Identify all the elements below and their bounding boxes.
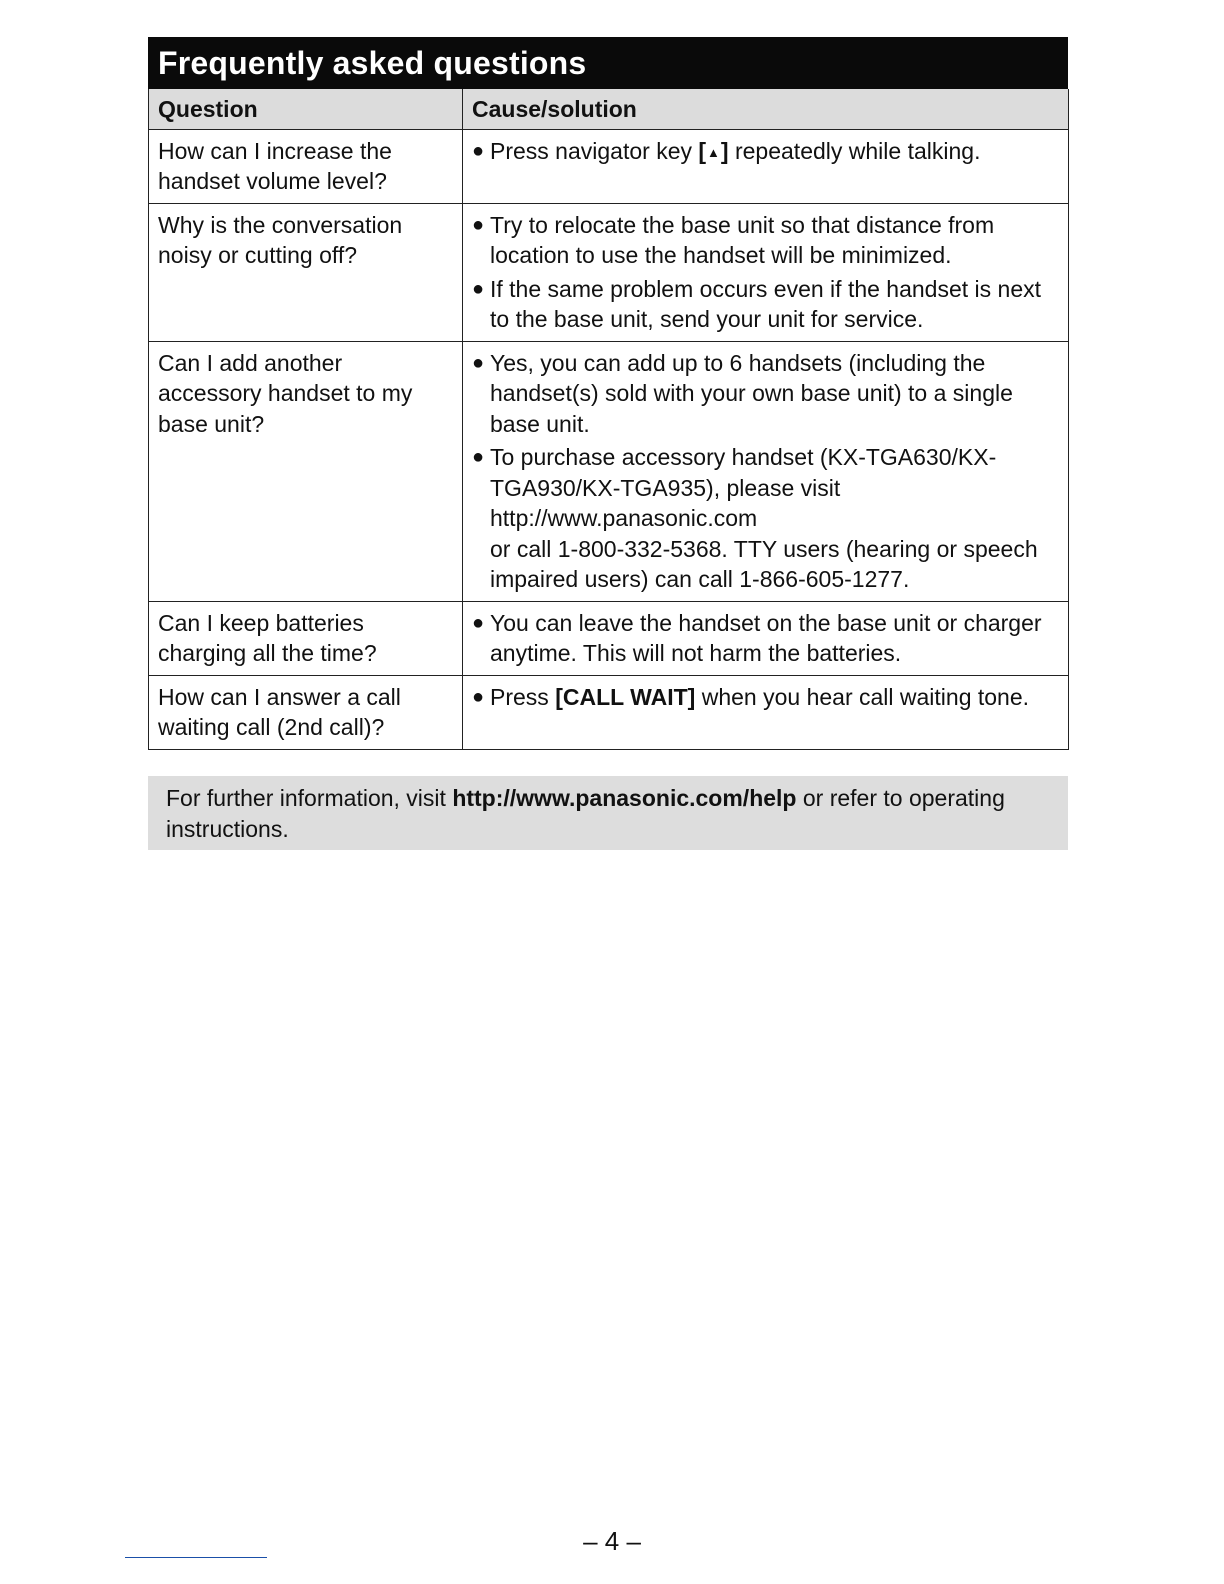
key-bracket-close: ] xyxy=(687,683,696,710)
bullet-dot-icon: ● xyxy=(472,277,485,300)
answer-cell xyxy=(463,129,1069,203)
question-cell: How can I answer a call waiting call (2nd call)? xyxy=(149,675,463,749)
solution-column-header: Cause/solution xyxy=(463,89,1069,129)
bullet-dot-icon: ● xyxy=(472,611,485,634)
bullet-dot-icon: ● xyxy=(472,351,485,374)
key-bracket-open: [ xyxy=(698,137,707,164)
navigator-up-icon: ▲ xyxy=(707,144,720,160)
table-header-row xyxy=(149,89,1069,129)
faq-title: Frequently asked questions xyxy=(148,37,1068,89)
bullet-dot-icon: ● xyxy=(472,685,485,708)
table-row xyxy=(149,675,1069,749)
bullet-dot-icon: ● xyxy=(472,446,485,468)
answer-cell xyxy=(463,601,1069,675)
answer-bullet: ● Yes, you can add up to 6 handsets (including the handset(s) sold with your own base unit) to a single base unit. xyxy=(472,349,1013,437)
bullet-dot-icon: ● xyxy=(472,139,485,162)
question-cell: Can I add another accessory handset to my base unit? xyxy=(149,341,463,601)
answer-cell xyxy=(463,203,1069,341)
faq-table xyxy=(148,89,1069,750)
footer-rule xyxy=(125,1557,267,1558)
info-prefix: For further information, visit xyxy=(166,785,453,811)
answer-bullet: ● Try to relocate the base unit so that distance from location to use the handset will be minimized. xyxy=(472,211,995,268)
table-row xyxy=(149,341,1069,601)
answer-bullet: ● If the same problem occurs even if the handset is next to the base unit, send your unit for service. xyxy=(472,275,1042,332)
question-column-header: Question xyxy=(149,89,463,129)
key-bracket-close: ] xyxy=(720,137,729,164)
table-row xyxy=(149,601,1069,675)
question-cell: Why is the conversation noisy or cutting off? xyxy=(149,203,463,341)
further-info-box xyxy=(148,776,1068,850)
question-cell: Can I keep batteries charging all the time? xyxy=(149,601,463,675)
question-cell: How can I increase the handset volume level? xyxy=(149,129,463,203)
panasonic-link[interactable]: http://www.panasonic.com xyxy=(490,505,758,531)
answer-bullet: ● Press [CALL WAIT] when you hear call waiting tone. xyxy=(472,682,1059,713)
info-suffix: or refer to operating instructions. xyxy=(166,785,1005,842)
help-link[interactable]: http://www.panasonic.com/help xyxy=(452,785,797,811)
page-number: – 4 – xyxy=(583,1526,641,1556)
bullet-dot-icon: ● xyxy=(472,213,485,236)
answer-cell xyxy=(463,341,1069,601)
table-row xyxy=(149,129,1069,203)
faq-section xyxy=(148,37,1068,750)
answer-bullet: ● To purchase accessory handset (KX-TGA630/KX- TGA930/KX-TGA935), please visit http://www.panasonic.com or call 1-800-332-5368. TTY users (hearing or speech impaired users) can call 1-866-605-1277. xyxy=(472,442,1059,595)
answer-cell xyxy=(463,675,1069,749)
key-bracket-open: [ xyxy=(555,683,563,710)
answer-bullet: ● Press navigator key [▲] repeatedly while talking. xyxy=(472,136,1059,169)
call-wait-key: CALL WAIT xyxy=(562,683,688,710)
table-row xyxy=(149,203,1069,341)
answer-bullet: ● You can leave the handset on the base unit or charger anytime. This will not harm the batteries. xyxy=(472,609,1042,666)
